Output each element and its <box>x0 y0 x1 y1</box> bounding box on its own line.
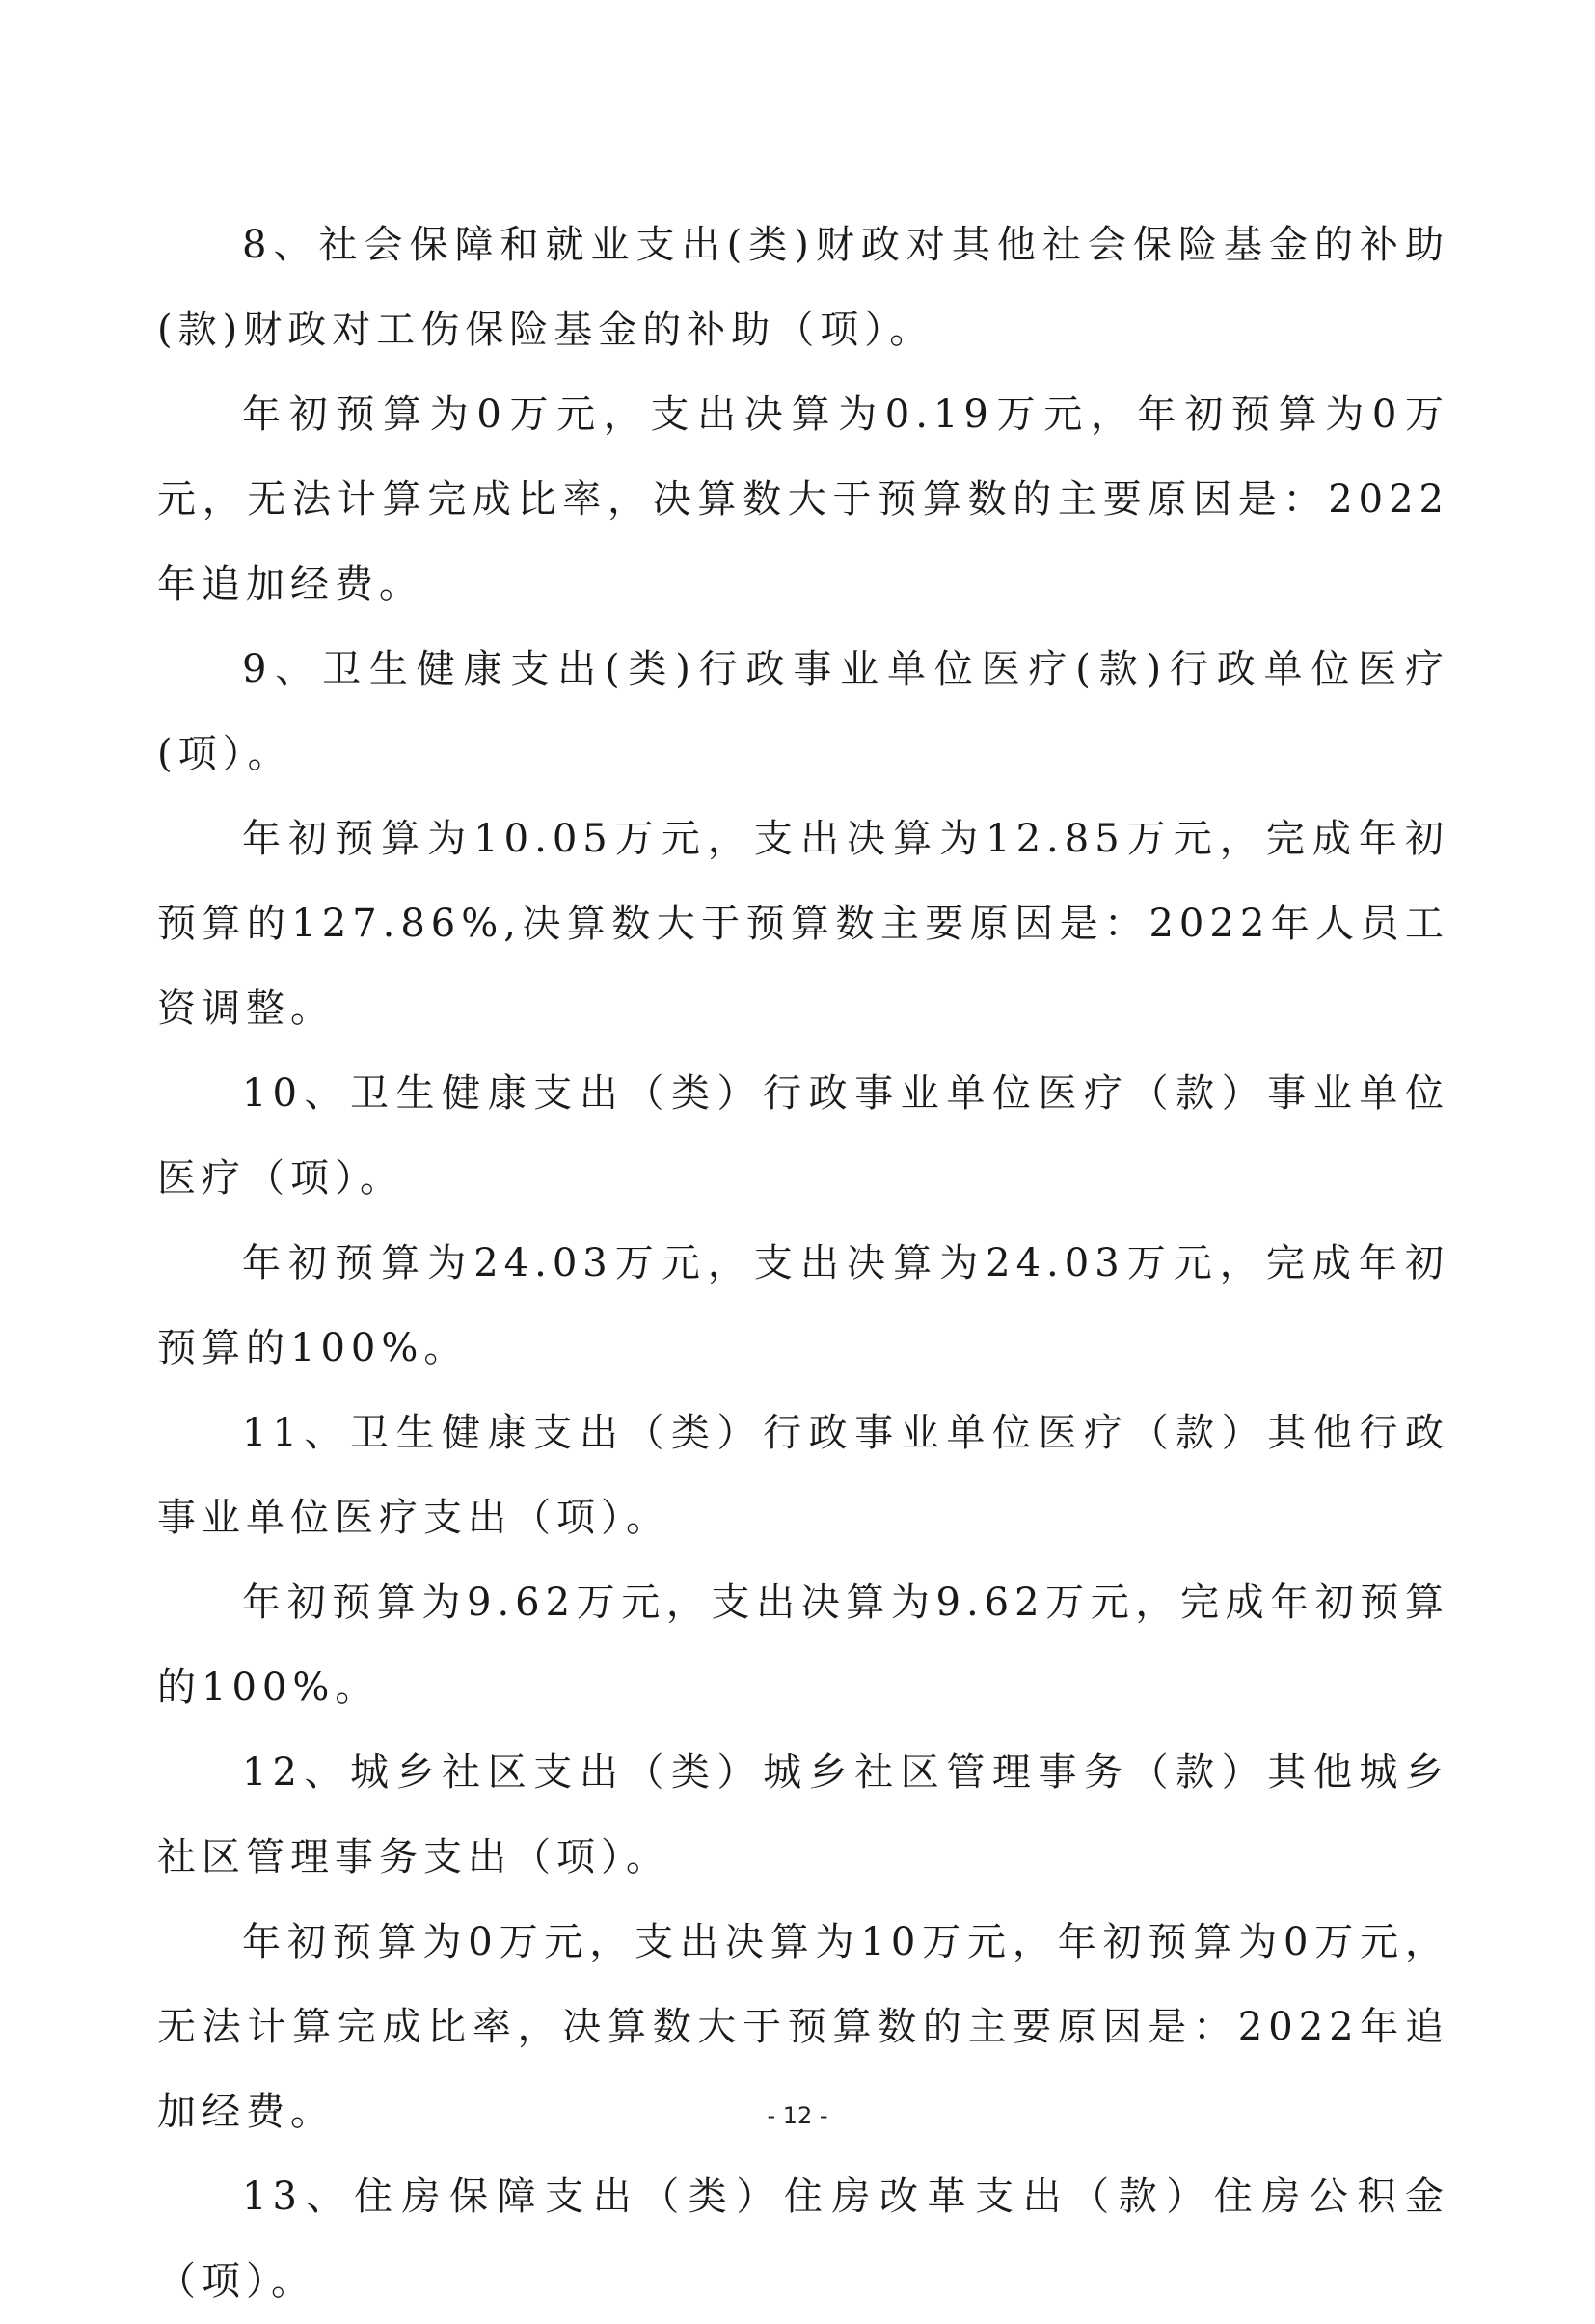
document-body <box>157 203 1449 2324</box>
paragraph-item-11-heading: 11、卫生健康支出（类）行政事业单位医疗（款）其他行政事业单位医疗支出（项）。 <box>157 1411 1449 1540</box>
paragraph-item-8-heading: 8、社会保障和就业支出(类)财政对其他社会保险基金的补助(款)财政对工伤保险基金的补助（项）。 <box>157 223 1449 352</box>
paragraph-item-12-detail: 年初预算为0万元，支出决算为10万元，年初预算为0万元，无法计算完成比率，决算数大于预算数的主要原因是：2022年追加经费。 <box>157 1920 1449 2134</box>
paragraph-item-11-detail: 年初预算为9.62万元，支出决算为9.62万元，完成年初预算的100%。 <box>157 1581 1449 1710</box>
paragraph-item-10-detail: 年初预算为24.03万元，支出决算为24.03万元，完成年初预算的100%。 <box>157 1241 1449 1370</box>
paragraph-item-12-heading: 12、城乡社区支出（类）城乡社区管理事务（款）其他城乡社区管理事务支出（项）。 <box>157 1750 1449 1879</box>
paragraph-item-8-detail: 年初预算为0万元，支出决算为0.19万元，年初预算为0万元，无法计算完成比率，决算数大于预算数的主要原因是：2022年追加经费。 <box>157 392 1449 607</box>
page-number: - 12 - <box>767 2102 828 2129</box>
paragraph-item-9-heading: 9、卫生健康支出(类)行政事业单位医疗(款)行政单位医疗(项）。 <box>157 647 1449 776</box>
paragraph-item-10-heading: 10、卫生健康支出（类）行政事业单位医疗（款）事业单位医疗（项）。 <box>157 1071 1449 1201</box>
paragraph-item-13-heading: 13、住房保障支出（类）住房改革支出（款）住房公积金（项）。 <box>157 2175 1449 2304</box>
paragraph-item-9-detail: 年初预算为10.05万元，支出决算为12.85万元，完成年初预算的127.86%,决算数大于预算数主要原因是：2022年人员工资调整。 <box>157 817 1449 1031</box>
